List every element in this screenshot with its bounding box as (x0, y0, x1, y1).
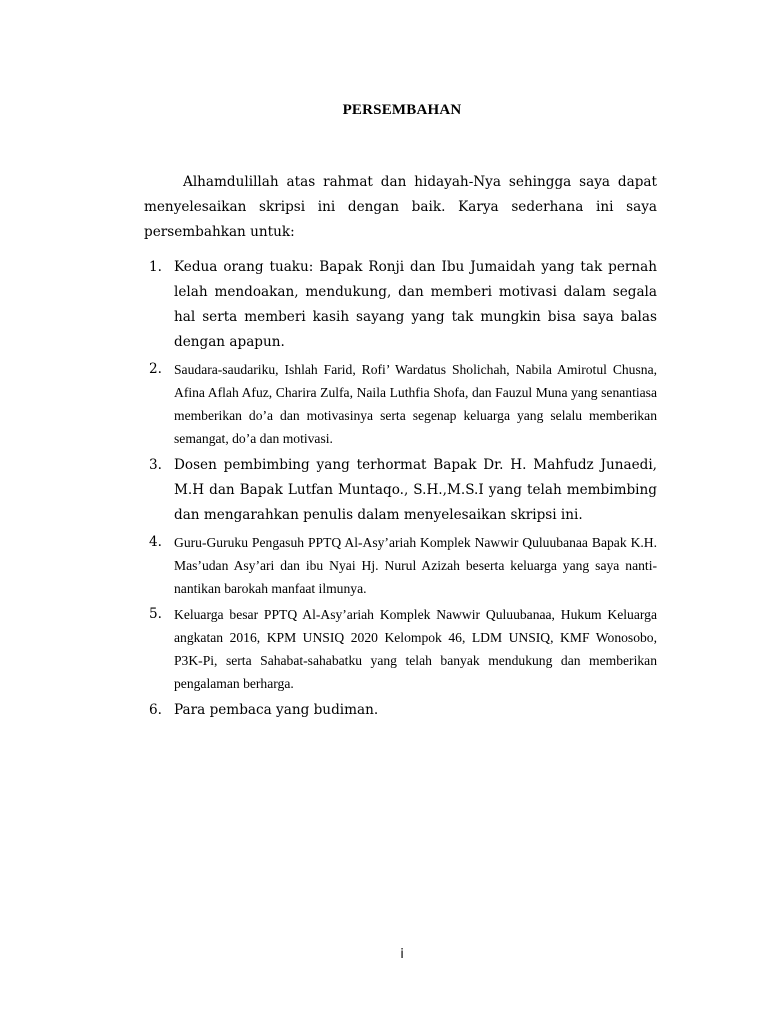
list-item (144, 453, 657, 528)
list-item-text: Dosen pembimbing yang terhormat Bapak Dr. H. Mahfudz Junaedi, M.H dan Bapak Lutfan Muntaqo., S.H.,M.S.I yang telah membimbing dan mengarahkan penulis dalam menyelesaikan skripsi ini. (174, 457, 657, 523)
dedication-list (144, 255, 657, 726)
list-item-number: 3. (149, 457, 162, 473)
list-item-number: 5. (149, 606, 162, 622)
list-item-number: 2. (149, 361, 162, 377)
page-title: PERSEMBAHAN (342, 102, 462, 118)
list-item-number: 6. (149, 702, 162, 718)
list-item-text: Keluarga besar PPTQ Al-Asy’ariah Komplek Nawwir Quluubanaa, Hukum Keluarga angkatan 2016, KPM UNSIQ 2020 Kelompok 46, LDM UNSIQ, KMF Wonosobo, P3K-Pi, serta Sahabat-sahabatku yang telah banyak mendukung dan memberikan pengalaman berharga. (174, 607, 657, 691)
list-item-text: Guru-Guruku Pengasuh PPTQ Al-Asy’ariah Komplek Nawwir Quluubanaa Bapak K.H. Mas’udan Asy’ari dan ibu Nyai Hj. Nurul Azizah beserta keluarga yang saya nanti-nantikan barokah manfaat ilmunya. (174, 535, 657, 596)
list-item (144, 358, 657, 450)
list-item-text: Kedua orang tuaku: Bapak Ronji dan Ibu Jumaidah yang tak pernah lelah mendoakan, mendukung, dan memberi motivasi dalam segala hal serta memberi kasih sayang yang tak mungkin bisa saya balas dengan apapun. (174, 259, 657, 350)
list-item (144, 531, 657, 600)
list-item (144, 255, 657, 355)
intro-paragraph: Alhamdulillah atas rahmat dan hidayah-Nya sehingga saya dapat menyelesaikan skripsi ini dengan baik. Karya sederhana ini saya persembahkan untuk: (144, 174, 657, 240)
list-item (144, 603, 657, 695)
list-item-number: 4. (149, 534, 162, 550)
list-item-number: 1. (149, 259, 162, 275)
list-item (144, 698, 657, 723)
list-item-text: Saudara-saudariku, Ishlah Farid, Rofi’ Wardatus Sholichah, Nabila Amirotul Chusna, Afina Aflah Afuz, Charira Zulfa, Naila Luthfia Shofa, dan Fauzul Muna yang senantiasa memberikan do’a dan motivasinya serta segenap keluarga yang selalu memberikan semangat, do’a dan motivasi. (174, 362, 657, 446)
page-number: i (400, 947, 404, 962)
list-item-text: Para pembaca yang budiman. (174, 702, 379, 718)
